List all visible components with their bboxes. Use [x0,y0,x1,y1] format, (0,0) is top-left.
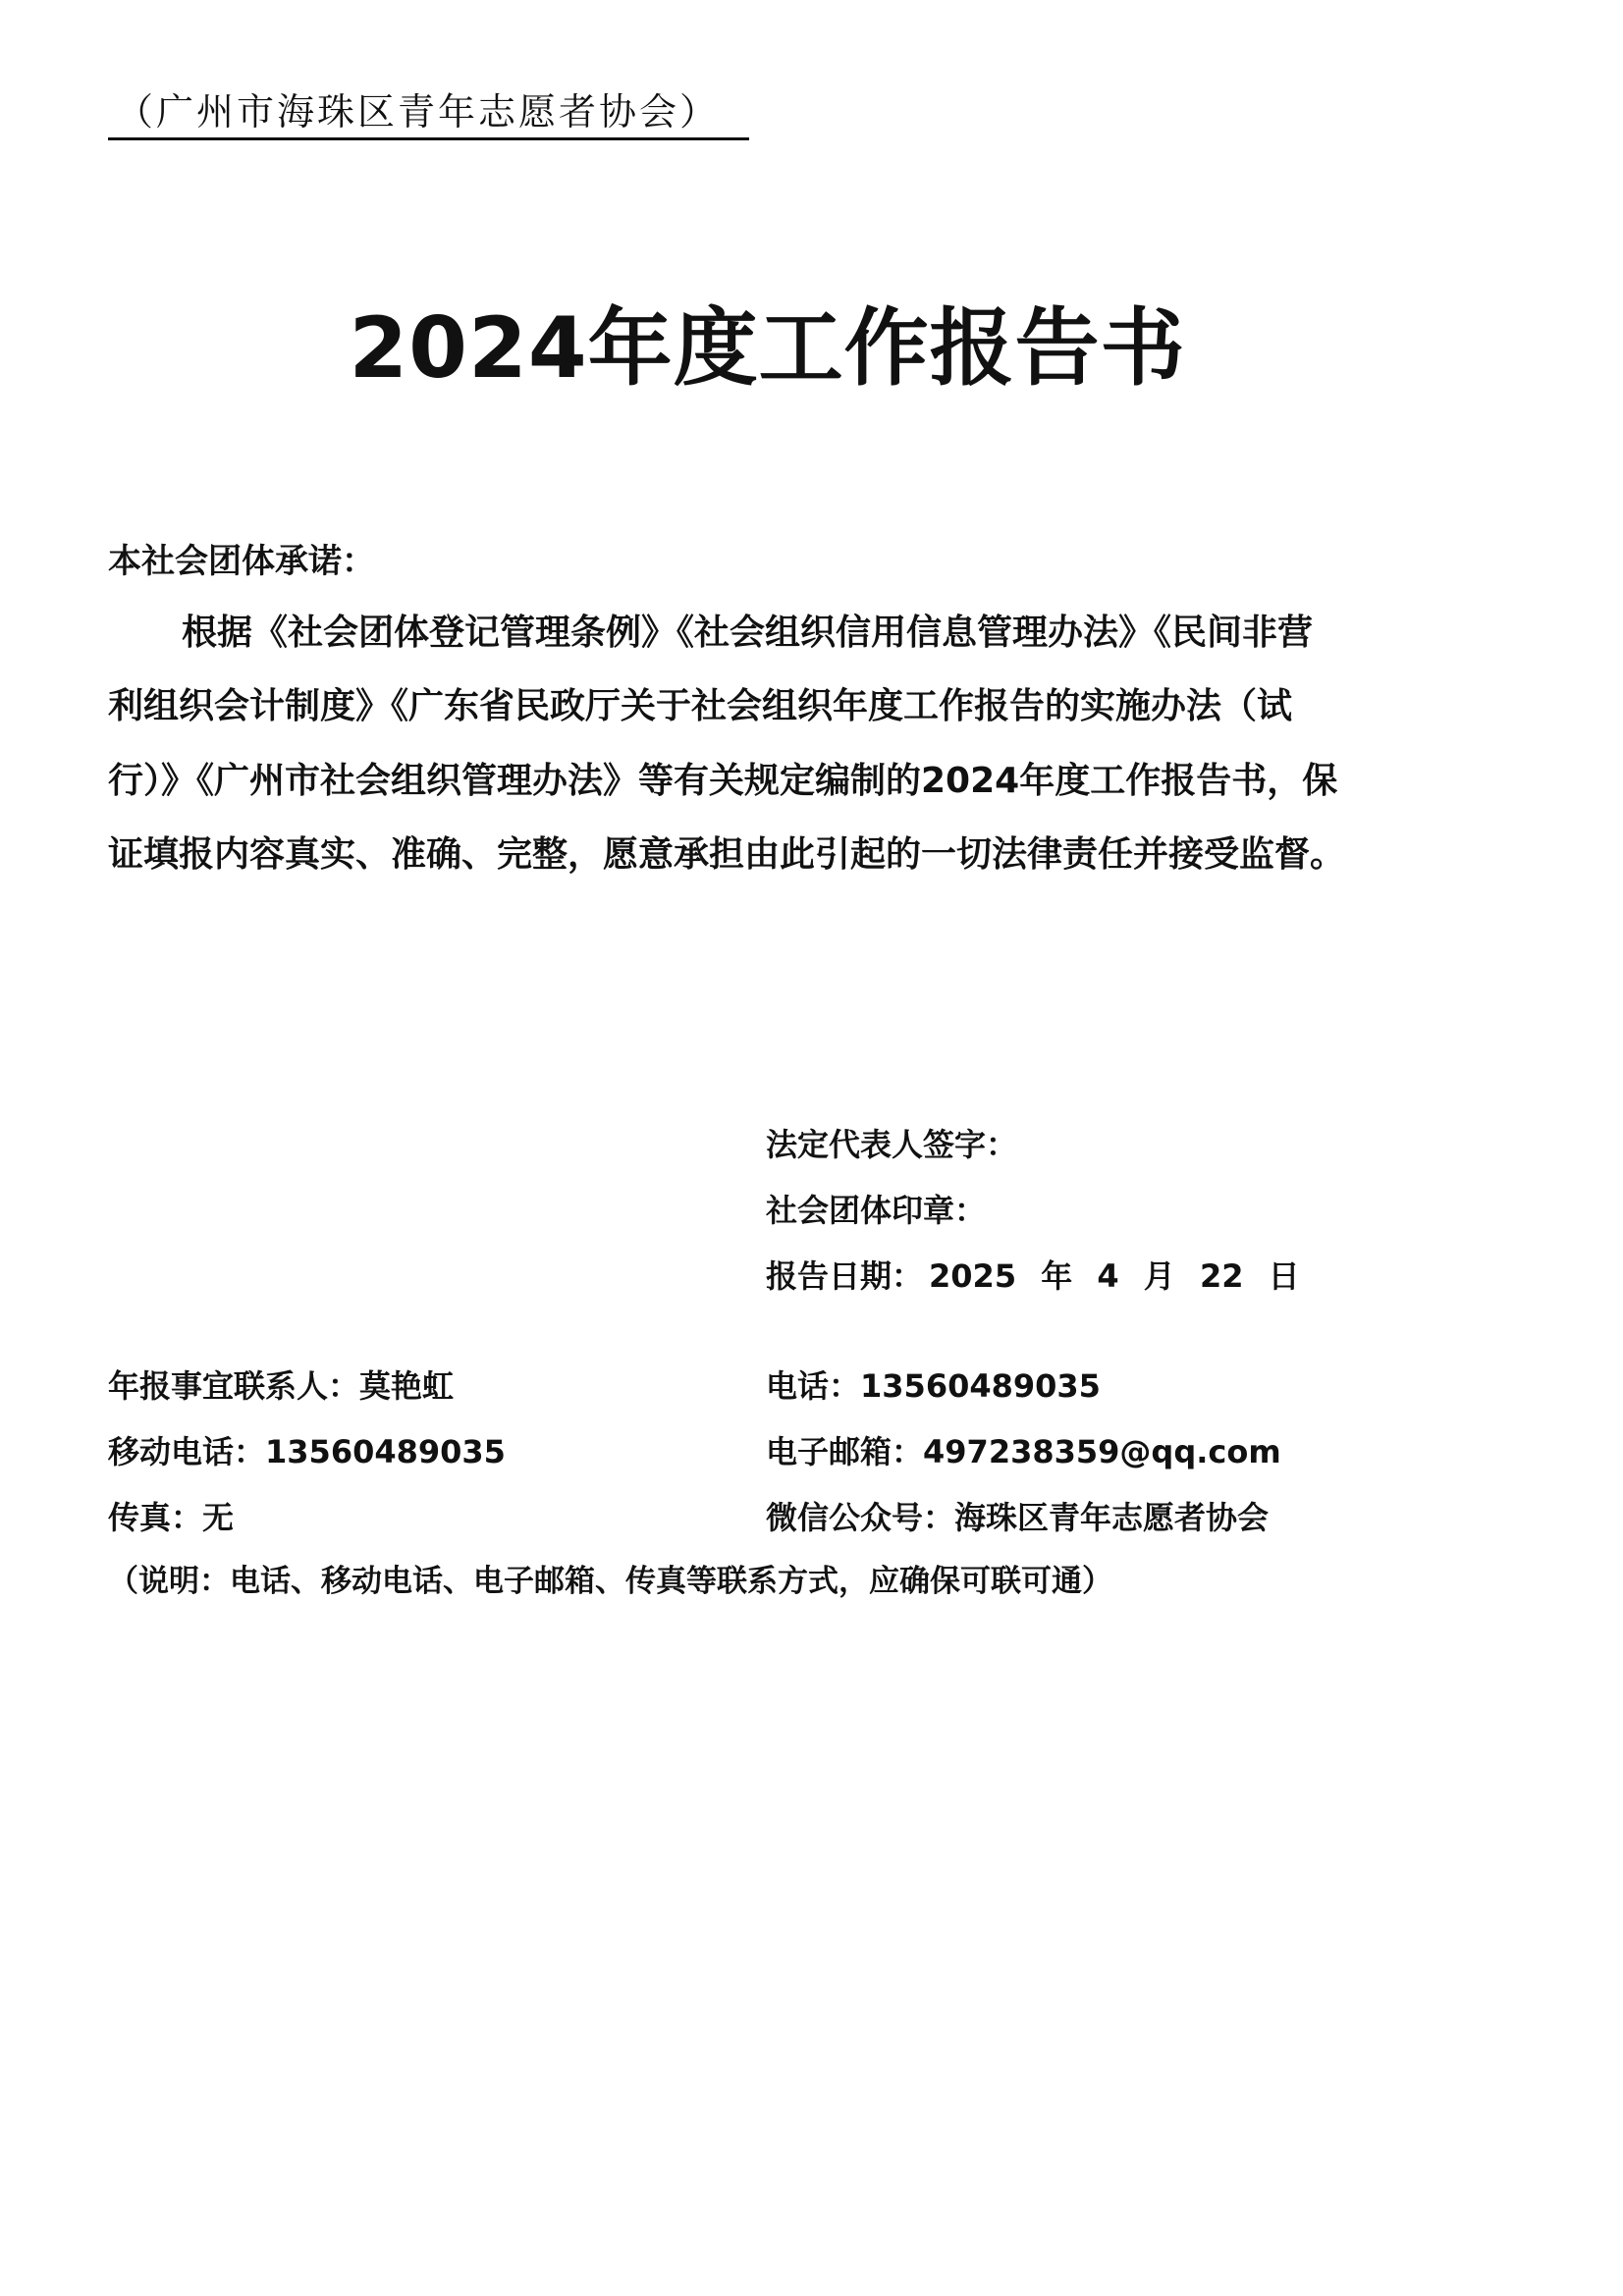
pledge-heading: 本社会团体承诺： [108,542,375,581]
report-date [766,1254,1300,1299]
report-date-year: 2025 [929,1257,1017,1295]
email-row [766,1429,1281,1474]
report-date-year-unit: 年 [1041,1257,1073,1295]
report-date-day-unit: 日 [1268,1257,1300,1295]
phone-row [766,1363,1101,1409]
contact-person-label: 年报事宜联系人： [108,1367,360,1405]
legal-rep-signature-label: 法定代表人签字： [766,1126,1018,1163]
fax-row [108,1495,234,1540]
fax-value: 无 [202,1499,235,1536]
contact-person-value: 莫艳虹 [359,1367,455,1405]
email-value: 497238359@qq.com [923,1433,1281,1470]
pledge-line-4: 证填报内容真实、准确、完整，愿意承担由此引起的一切法律责任并接受监督。 [108,834,1346,875]
wechat-label: 微信公众号： [766,1499,955,1536]
report-date-month: 4 [1097,1257,1119,1295]
report-date-month-unit: 月 [1143,1257,1175,1295]
report-date-day: 22 [1199,1257,1244,1295]
wechat-value: 海珠区青年志愿者协会 [954,1499,1270,1536]
mobile-label: 移动电话： [108,1433,266,1470]
email-label: 电子邮箱： [766,1433,924,1470]
wechat-row [766,1495,1269,1540]
document-title: 2024年度工作报告书 [349,299,1186,398]
phone-label: 电话： [766,1367,861,1405]
mobile-row [108,1429,506,1474]
pledge-line-1: 根据《社会团体登记管理条例》《社会组织信用信息管理办法》《民间非营 [182,613,1314,653]
phone-value: 13560489035 [860,1367,1101,1405]
pledge-line-3: 行）》《广州市社会组织管理办法》等有关规定编制的2024年度工作报告书，保 [108,761,1338,801]
pledge-line-2: 利组织会计制度》《广东省民政厅关于社会组织年度工作报告的实施办法（试 [108,686,1293,726]
contact-person-row [108,1363,454,1409]
mobile-value: 13560489035 [265,1433,506,1470]
fax-label: 传真： [108,1499,203,1536]
contact-note: （说明：电话、移动电话、电子邮箱、传真等联系方式，应确保可联可通） [108,1564,1112,1599]
seal-label: 社会团体印章： [766,1192,987,1229]
organization-header: （广州市海珠区青年志愿者协会） [108,86,749,140]
report-date-label: 报告日期： [766,1257,924,1295]
